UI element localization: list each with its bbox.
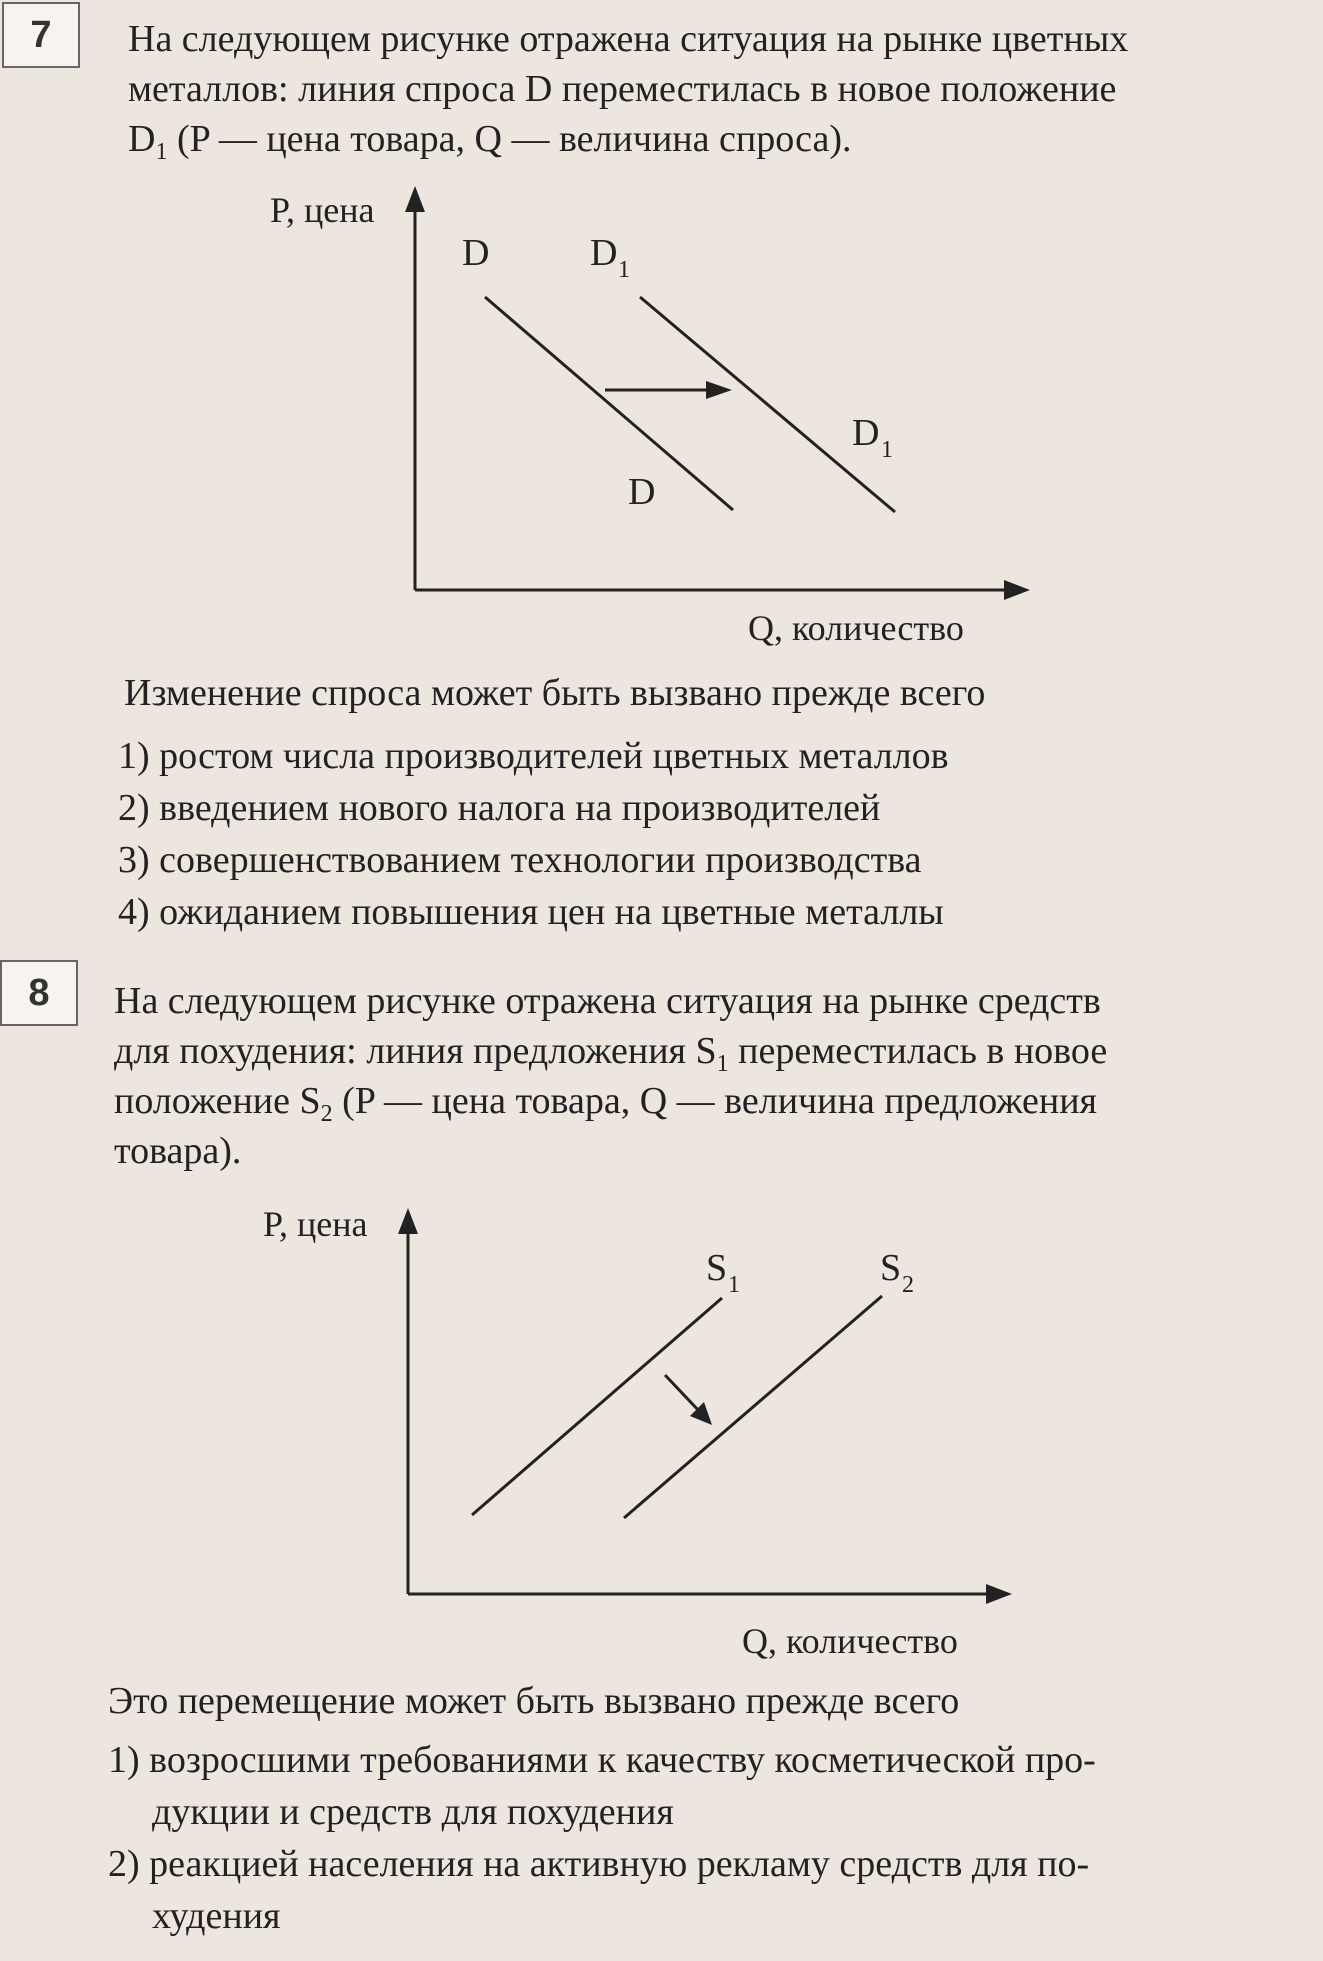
- supply-line-s1: [472, 1298, 722, 1515]
- question-8-text-line: для похудения: линия предложения $S_1$ переместилась в новое: [114, 1030, 1108, 1077]
- label-d1-top: D: [590, 232, 618, 274]
- question-8-number: 8: [0, 960, 78, 1026]
- label-d1-top-sub: 1: [618, 257, 630, 283]
- label-d-top: D: [462, 232, 490, 274]
- x-axis-arrow: [1004, 580, 1030, 600]
- demand-line-d: [485, 297, 733, 510]
- question-7-stem: Изменение спроса может быть вызвано прежде всего: [124, 672, 986, 714]
- question-7-option-4[interactable]: 4) ожиданием повышения цен на цветные металлы: [118, 891, 944, 933]
- label-s1: S: [706, 1247, 728, 1289]
- question-7-option-2[interactable]: 2) введением нового налога на производителей: [118, 787, 881, 829]
- question-7-text-line: На следующем рисунке отражена ситуация на рынке цветных: [128, 18, 1129, 60]
- question-8-option-1[interactable]: [108, 1734, 1096, 1838]
- y-axis-arrow: [398, 1208, 418, 1234]
- question-8-text-line: На следующем рисунке отражена ситуация на рынке средств: [114, 980, 1101, 1022]
- shift-arrow-head: [706, 381, 732, 399]
- question-8-option-1-line: дукции и средств для похудения: [152, 1791, 674, 1833]
- demand-line-d1: [640, 297, 895, 512]
- y-axis-arrow: [405, 186, 425, 212]
- label-s2: S: [880, 1247, 902, 1289]
- question-8-option-1-line: 1) возросшими требованиями к качеству косметической про-: [108, 1739, 1096, 1781]
- x-axis-label: Q, количество: [742, 1621, 958, 1660]
- question-8-option-2[interactable]: [108, 1838, 1089, 1942]
- question-8-text: [114, 976, 1107, 1176]
- supply-shift-chart: [0, 1180, 1323, 1660]
- demand-shift-chart: [0, 0, 1323, 660]
- question-7-number: 7: [2, 2, 80, 68]
- x-axis-label: Q, количество: [748, 608, 964, 648]
- question-8-text-line: товара).: [114, 1130, 242, 1172]
- label-d1-bottom: D: [852, 412, 880, 454]
- label-s1-sub: 1: [728, 1272, 740, 1298]
- label-d-bottom: D: [628, 471, 656, 513]
- question-7-option-3[interactable]: 3) совершенствованием технологии производства: [118, 839, 922, 881]
- shift-arrow: [665, 1375, 700, 1412]
- y-axis-label: P, цена: [263, 1204, 368, 1244]
- x-axis-arrow: [986, 1584, 1012, 1604]
- label-d1-bottom-sub: 1: [881, 437, 893, 463]
- question-8-option-2-line: худения: [152, 1895, 281, 1937]
- question-7-option-1[interactable]: 1) ростом числа производителей цветных металлов: [118, 735, 949, 777]
- label-s2-sub: 2: [902, 1272, 914, 1298]
- supply-line-s2: [624, 1296, 882, 1518]
- question-7-text-line: металлов: линия спроса D переместилась в новое положение: [128, 68, 1117, 110]
- question-8-option-2-line: 2) реакцией населения на активную рекламу средств для по-: [108, 1843, 1090, 1885]
- question-8-text-line: положение $S_2$ (P — цена товара, Q — величина предложения: [114, 1080, 1098, 1127]
- y-axis-label: P, цена: [270, 190, 375, 230]
- question-7-text-line: $D_1$ (P — цена товара, Q — величина спроса).: [128, 118, 852, 165]
- question-8-stem: Это перемещение может быть вызвано прежде всего: [108, 1680, 960, 1722]
